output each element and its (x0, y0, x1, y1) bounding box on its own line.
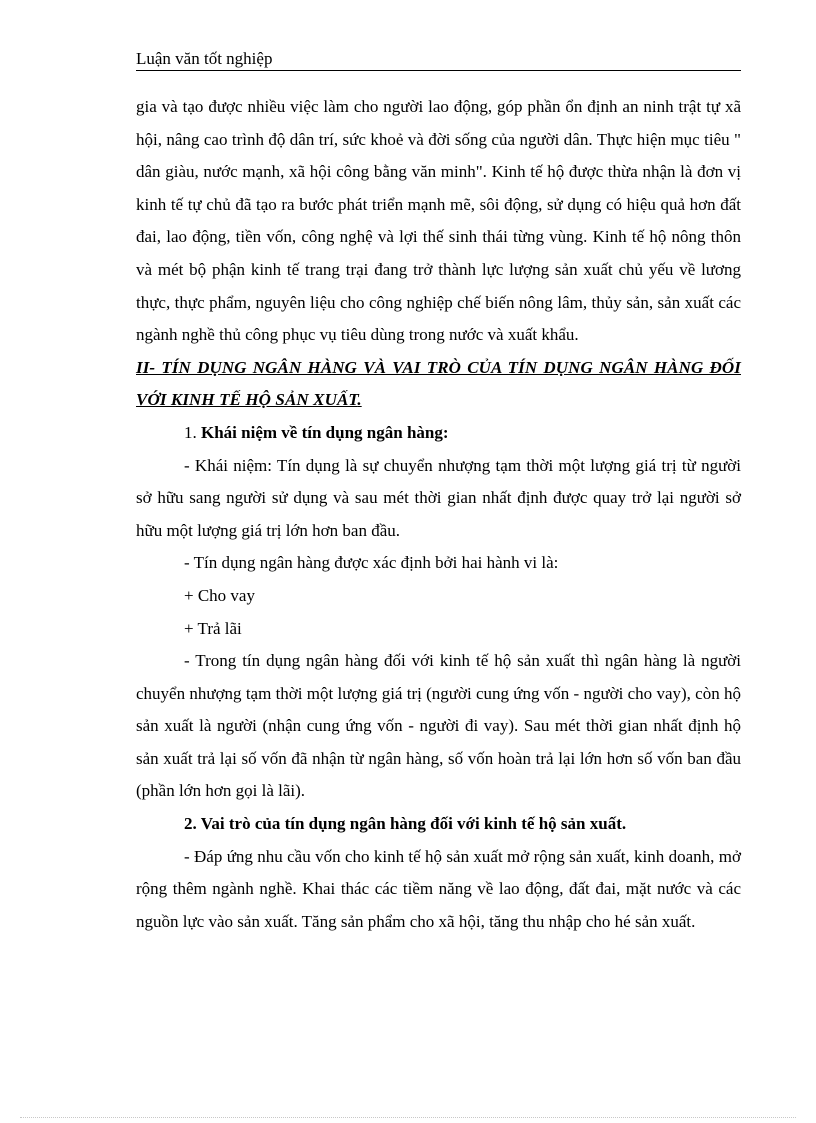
subsection-2-title: 2. Vai trò của tín dụng ngân hàng đối với kinh tế hộ sản xuất. (184, 814, 627, 834)
subsection-2-paragraph: - Đáp ứng nhu cầu vốn cho kinh tế hộ sản xuất mở rộng sản xuất, kinh doanh, mở rộng thêm ngành nghề. Khai thác các tiềm năng về lao động, đất đai, mặt nước và các nguồn lực vào sản xuất. Tăng sản phẩm cho xã hội, tăng thu nhập cho hé sản xuất. (136, 846, 741, 931)
page-header (136, 49, 741, 71)
list-item-lending: + Cho vay (184, 585, 255, 605)
defined-paragraph: - Tín dụng ngân hàng được xác định bởi hai hành vi là: (184, 553, 559, 573)
subsection-1-number: 1. (184, 422, 197, 442)
section-heading-text: II- TÍN DỤNG NGÂN HÀNG VÀ VAI TRÒ CỦA TÍN DỤNG NGÂN HÀNG ĐỐI VỚI KINH TẾ HỘ SẢN XUẤT (136, 357, 741, 410)
document-body (136, 91, 741, 938)
page-bottom-divider (20, 1117, 796, 1118)
detail-paragraph: - Trong tín dụng ngân hàng đối với kinh tế hộ sản xuất thì ngân hàng là người chuyển nhượng tạm thời một lượng giá trị (người cung ứng vốn - người cho vay), còn hộ sản xuất là người (nhận cung ứng vốn - người đi vay). Sau mét thời gian nhất định hộ sản xuất trả lại số vốn đã nhận từ ngân hàng, số vốn hoàn trả lại lớn hơn số vốn ban đầu (phần lớn hơn gọi là lãi). (136, 651, 741, 801)
section-heading (136, 352, 741, 417)
subsection-1-title: Khái niệm về tín dụng ngân hàng: (201, 422, 449, 442)
section-heading-period: . (357, 390, 362, 410)
subsection-1-heading (136, 417, 741, 450)
header-title: Luận văn tốt nghiệp (136, 49, 273, 68)
list-item-interest: + Trả lãi (184, 618, 242, 638)
concept-paragraph: - Khái niệm: Tín dụng là sự chuyển nhượng tạm thời một lượng giá trị từ người sở hữu sang người sử dụng và sau mét thời gian nhất định được quay trở lại người sở hữu một lượng giá trị lớn hơn ban đầu. (136, 455, 741, 540)
intro-paragraph: gia và tạo được nhiều việc làm cho người lao động, góp phần ổn định an ninh trật tự xã hội, nâng cao trình độ dân trí, sức khoẻ và đời sống của người dân. Thực hiện mục tiêu " dân giàu, nước mạnh, xã hội công bằng văn minh". Kinh tế hộ được thừa nhận là đơn vị kinh tế tự chủ đã tạo ra bước phát triển mạnh mẽ, sôi động, sử dụng có hiệu quả hơn đất đai, lao động, tiền vốn, công nghệ và lợi thế sinh thái từng vùng. Kinh tế hộ nông thôn và mét bộ phận kinh tế trang trại đang trở thành lực lượng sản xuất chủ yếu về lương thực, thực phẩm, nguyên liệu cho công nghiệp chế biến nông lâm, thủy sản, sản xuất các ngành nghề thủ công phục vụ tiêu dùng trong nước và xuất khẩu. (136, 97, 741, 345)
